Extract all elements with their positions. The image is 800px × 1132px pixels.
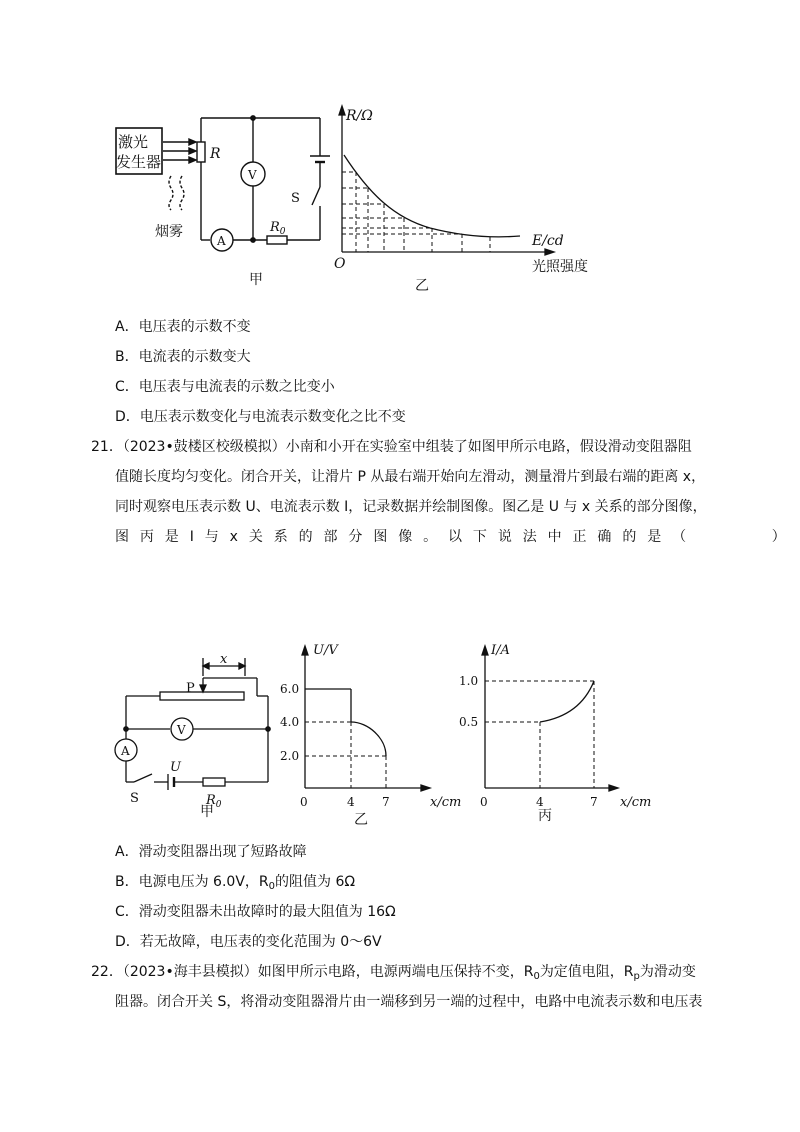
u-x-curve: [351, 722, 386, 756]
i-x-curve: [540, 681, 594, 722]
q21-stem-line-4: 图丙是I与x关系的部分图像。以下说法中正确的是（ ）: [115, 529, 797, 545]
u-tick-6: 6.0: [280, 682, 300, 696]
q22-stem-line-1: 22．（2023•海丰县模拟）如图甲所示电路，电源两端电压保持不变，$R_0$为定值电阻，$R_p$为滑动变: [91, 964, 696, 982]
p-label: P: [186, 681, 195, 696]
q21-stem-line-1: 21．（2023•鼓楼区校级模拟）小南和小开在实验室中组装了如图甲所示电路，假设滑动变阻器阻: [91, 439, 692, 455]
photoresistor: [197, 142, 205, 162]
r-label: R: [210, 146, 221, 162]
u-label: U: [170, 760, 181, 775]
i-tick-05: 0.5: [459, 715, 479, 729]
i-x-tick-7: 7: [590, 795, 598, 809]
switch-s: [312, 187, 320, 205]
u-x-tick-0: 0: [300, 795, 308, 809]
caption-jia-1: 甲: [249, 272, 263, 288]
graph1-origin: O: [334, 256, 346, 272]
i-x-tick-0: 0: [480, 795, 488, 809]
q21-stem-line-3: 同时观察电压表示数 U、电流表示数 I，记录数据并绘制图像。图乙是 U 与 x 关系的部分图像，: [115, 499, 707, 515]
resistor-r0: [203, 778, 225, 786]
q21-option-d: D．若无故障，电压表的变化范围为 0～6V: [115, 934, 382, 950]
i-tick-1: 1.0: [459, 674, 479, 688]
q21-option-c: C．滑动变阻器未出故障时的最大阻值为 16Ω: [115, 904, 396, 920]
r-e-curve: [344, 155, 520, 237]
resistor-r0: [267, 236, 287, 244]
r0-label: $R_0$: [270, 220, 286, 237]
switch-label: S: [291, 191, 300, 206]
graph-u-x: [302, 646, 430, 791]
r0-label: $R_0$: [206, 793, 222, 810]
graph1-x-label-2: 光照强度: [532, 259, 588, 275]
caption-yi-2: 乙: [354, 812, 368, 828]
i-x-tick-4: 4: [536, 795, 544, 809]
graph-i-x: [482, 646, 618, 791]
u-x-tick-7: 7: [382, 795, 390, 809]
ammeter-label: A: [217, 234, 226, 248]
u-tick-2: 2.0: [280, 749, 300, 763]
graph1-x-label: E/cd: [532, 233, 564, 249]
q21-stem-line-2: 值随长度均匀变化。闭合开关，让滑片 P 从最右端开始向左滑动，测量滑片到最右端的距离 x，: [115, 469, 706, 485]
u-tick-4: 4.0: [280, 715, 300, 729]
i-x-axis-label: x/cm: [620, 795, 652, 810]
graph-r-e: [339, 106, 554, 255]
rheostat: [160, 692, 244, 700]
q21-option-a: A．滑动变阻器出现了短路故障: [115, 844, 307, 860]
laser-label-1: 激光: [118, 133, 149, 151]
figure-2: [0, 630, 800, 830]
figure-1: [0, 0, 800, 300]
caption-jia-2: 甲: [200, 804, 214, 820]
q21-option-b: B．电源电压为 6.0V，$R_0$的阻值为 6Ω: [115, 874, 356, 892]
q22-stem-line-2: 阻器。闭合开关 S，将滑动变阻器滑片由一端移到另一端的过程中，电路中电流表示数和电压表: [115, 994, 703, 1010]
u-x-axis-label: x/cm: [430, 795, 462, 810]
q20-option-b: B．电流表的示数变大: [115, 349, 251, 365]
ammeter-label: A: [121, 744, 130, 758]
smoke-lines: [169, 176, 173, 210]
smoke-label: 烟雾: [155, 224, 183, 240]
q20-option-a: A．电压表的示数不变: [115, 319, 251, 335]
voltmeter-label: V: [177, 723, 186, 737]
caption-yi-1: 乙: [415, 278, 429, 294]
x-dim-label: x: [220, 652, 228, 667]
slider-p: [200, 685, 206, 692]
graph1-y-label: R/Ω: [346, 108, 373, 124]
rheostat-circuit: [115, 658, 270, 790]
u-x-tick-4: 4: [347, 795, 355, 809]
u-axis-label: U/V: [313, 643, 338, 658]
q20-option-c: C．电压表与电流表的示数之比变小: [115, 379, 335, 395]
voltmeter-label: V: [248, 168, 257, 182]
laser-circuit: [116, 116, 330, 251]
caption-bing: 丙: [538, 808, 552, 824]
switch-s: [134, 774, 152, 782]
laser-label-2: 发生器: [116, 153, 162, 171]
q20-option-d: D．电压表示数变化与电流表示数变化之比不变: [115, 409, 406, 425]
i-axis-label: I/A: [491, 643, 510, 658]
switch-label: S: [130, 791, 139, 806]
laser-arrows: [163, 139, 196, 163]
